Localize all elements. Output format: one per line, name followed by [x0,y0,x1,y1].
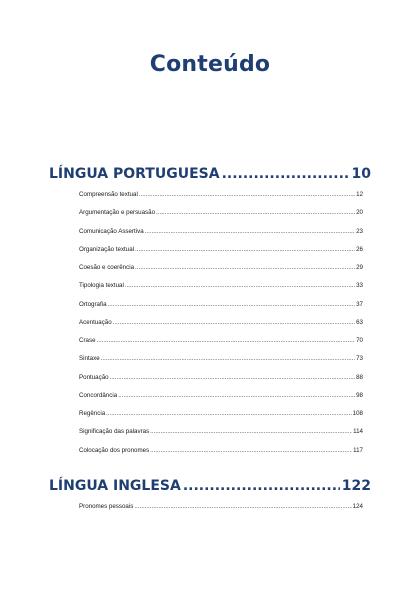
toc-entry-label: Comunicação Assertiva [79,227,144,235]
toc-entry-label: Colocação dos pronomes [79,446,150,454]
dot-leader [101,355,355,362]
toc-section-lingua-inglesa [49,477,371,521]
toc-entry-label: Regência [79,410,106,417]
section-heading-label: LÍNGUA INGLESA [49,478,181,494]
toc-entry-page-number: 12 [356,191,363,198]
dot-leader [106,410,352,417]
toc-entry-label: Compreensão textual [79,191,138,198]
toc-entry-page-number: 88 [356,373,363,381]
toc-entry-page-number: 98 [356,391,363,399]
dot-leader [97,337,356,344]
section-heading-label: LÍNGUA PORTUGUESA [49,166,220,182]
dot-leader [108,301,356,308]
toc-entry-label: Acentuação [79,318,112,326]
toc-entry-page-number: 73 [356,355,363,363]
toc-entry-list [49,191,371,465]
toc-entry[interactable] [79,301,363,319]
toc-entry[interactable] [79,282,363,300]
toc-section-lingua-portuguesa [49,165,371,465]
dot-leader [135,264,355,271]
toc-entry-label: Crase [79,337,96,344]
toc-entry-label: Concordância [79,391,118,399]
dot-leader [150,428,352,435]
dot-leader [135,246,355,253]
dot-leader [183,477,340,495]
toc-entry-page-number: 114 [353,428,363,436]
toc-entry-page-number: 20 [356,209,363,217]
dot-leader [150,447,352,454]
toc-entry-page-number: 26 [356,245,363,253]
toc-entry[interactable] [79,209,363,227]
toc-entry[interactable] [79,374,363,392]
toc-entry[interactable] [79,447,363,465]
toc-entry[interactable] [79,337,363,355]
toc-entry-page-number: 23 [356,227,363,235]
toc-entry[interactable] [79,392,363,410]
toc-entry-label: Argumentação e persuasão [79,209,156,217]
toc-entry[interactable] [79,246,363,264]
toc-entry-label: Tipologia textual [79,282,124,290]
toc-entry-page-number: 37 [356,300,363,308]
toc-entry-label: Coesão e coerência [79,264,135,271]
section-page-number: 10 [351,166,371,182]
toc-entry-label: Pronomes pessoais [79,503,134,510]
dot-leader [134,503,351,510]
toc-entry[interactable] [79,191,363,209]
dot-leader [125,282,355,289]
toc-entry-label: Sintaxe [79,355,100,363]
dot-leader [110,374,356,381]
page-title: Conteúdo [149,52,271,77]
toc-entry[interactable] [79,428,363,446]
toc-entry[interactable] [79,264,363,282]
dot-leader [113,319,355,326]
dot-leader [222,165,350,183]
toc-entry[interactable] [79,503,363,521]
toc-entry[interactable] [79,410,363,428]
toc-entry-label: Pontuação [79,373,109,381]
toc-entry-page-number: 124 [352,503,363,510]
toc-entry-page-number: 117 [353,446,363,454]
toc-entry-page-number: 70 [356,337,363,344]
dot-leader [145,228,355,235]
toc-entry-label: Significação das palavras [79,428,150,436]
toc-entry-page-number: 108 [352,410,363,417]
toc-entry[interactable] [79,355,363,373]
dot-leader [118,392,355,399]
toc-entry-page-number: 33 [356,282,363,290]
section-page-number: 122 [341,478,371,494]
toc-entry-list [49,503,371,521]
toc-section-heading[interactable] [49,477,371,495]
toc-entry[interactable] [79,319,363,337]
toc-entry-label: Ortografia [79,300,107,308]
toc-entry[interactable] [79,228,363,246]
toc-entry-page-number: 63 [356,318,363,326]
toc-entry-label: Organização textual [79,245,135,253]
toc-section-heading[interactable] [49,165,371,183]
toc-entry-page-number: 29 [356,264,363,271]
dot-leader [139,191,355,198]
dot-leader [156,209,355,216]
